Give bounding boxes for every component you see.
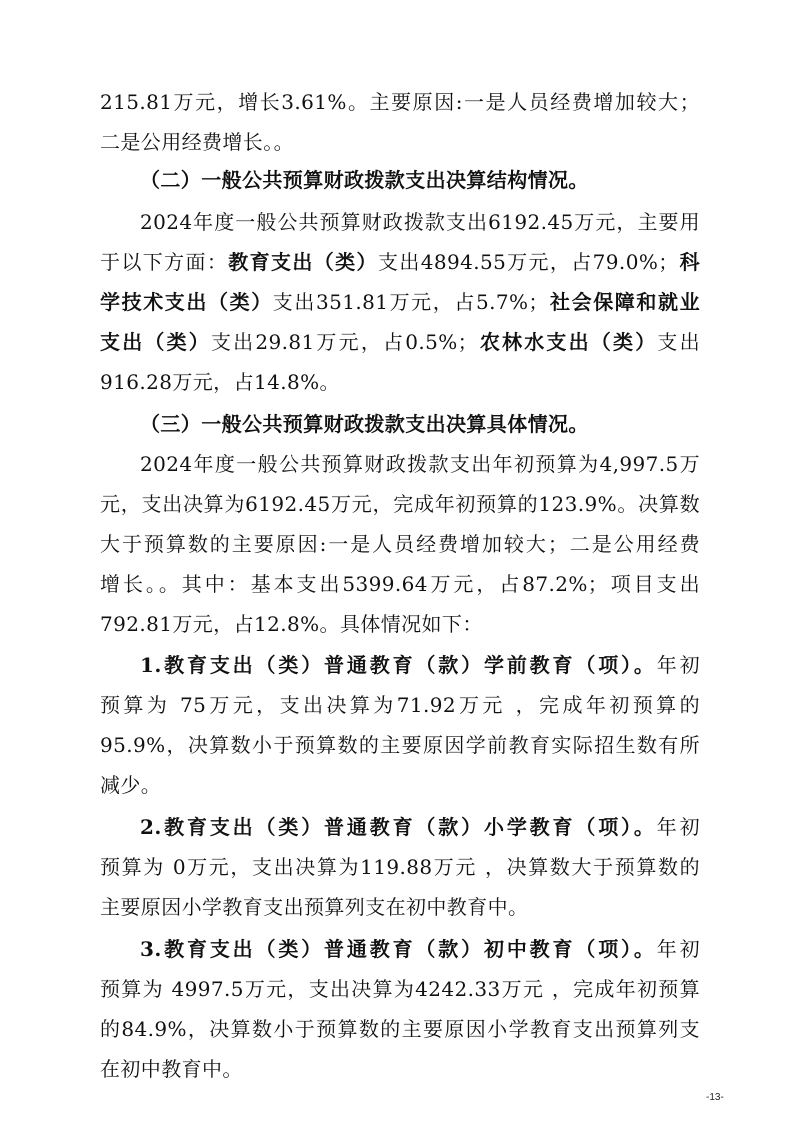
- text-run: 年初: [656, 937, 700, 961]
- text-line: [100, 248, 700, 276]
- text-line: [100, 610, 700, 638]
- text-run: 2024年度一般公共预算财政拨款支出6192.45万元，主要用: [140, 210, 700, 234]
- text-line: [100, 450, 700, 478]
- text-line: [100, 410, 700, 438]
- bold-text-run: 社会保障和就业: [548, 290, 700, 314]
- text-line: [100, 893, 700, 921]
- text-line: [100, 975, 700, 1003]
- text-run: 2024年度一般公共预算财政拨款支出年初预算为4,997.5万: [140, 452, 700, 476]
- text-run: 支出4894.55万元，占79.0%；: [377, 250, 679, 274]
- text-line: [100, 288, 700, 316]
- bold-text-run: （三）一般公共预算财政拨款支出决算具体情况。: [140, 412, 589, 436]
- text-run: 预算为 0万元，支出决算为119.88万元 ，决算数大于预算数的: [100, 855, 700, 879]
- bold-text-run: （二）一般公共预算财政拨款支出决算结构情况。: [140, 168, 589, 192]
- text-run: 在初中教育中。: [100, 1057, 243, 1081]
- text-line: [100, 368, 700, 396]
- bold-text-run: 农林水支出（类）: [478, 330, 658, 354]
- text-run: 支出29.81万元，占0.5%；: [210, 330, 479, 354]
- text-run: 95.9%，决算数小于预算数的主要原因学前教育实际招生数有所: [100, 733, 700, 757]
- bold-text-run: 1.教育支出（类）普通教育（款）学前教育（项）。: [140, 653, 657, 677]
- bold-text-run: 科: [678, 250, 701, 274]
- text-run: 元，支出决算为6192.45万元，完成年初预算的123.9%。决算数: [100, 492, 700, 516]
- text-run: 减少。: [100, 773, 162, 797]
- text-run: 于以下方面：: [100, 250, 229, 274]
- text-line: [100, 771, 700, 799]
- text-run: 增长。。其中：基本支出5399.64万元，占87.2%；项目支出: [100, 572, 700, 596]
- text-line: [100, 166, 700, 194]
- text-run: 大于预算数的主要原因:一是人员经费增加较大；二是公用经费: [100, 532, 700, 556]
- text-run: 年初: [656, 653, 700, 677]
- text-run: 792.81万元，占12.8%。具体情况如下：: [100, 612, 483, 636]
- bold-text-run: 学技术支出（类）: [100, 290, 273, 314]
- text-line: [100, 328, 700, 356]
- text-run: 预算为 4997.5万元，支出决算为4242.33万元 ，完成年初预算: [100, 977, 700, 1001]
- text-line: [100, 731, 700, 759]
- text-line: [100, 813, 700, 841]
- bold-text-run: 2.教育支出（类）普通教育（款）小学教育（项）。: [140, 815, 657, 839]
- text-run: 预算为 75万元，支出决算为71.92万元 ，完成年初预算的: [100, 693, 700, 717]
- text-run: 的84.9%，决算数小于预算数的主要原因小学教育支出预算列支: [100, 1017, 700, 1041]
- text-run: 主要原因小学教育支出预算列支在初中教育中。: [100, 895, 529, 919]
- text-line: [100, 128, 700, 156]
- text-line: [100, 530, 700, 558]
- bold-text-run: 3.教育支出（类）普通教育（款）初中教育（项）。: [140, 937, 657, 961]
- text-line: [100, 1055, 700, 1083]
- text-line: [100, 208, 700, 236]
- text-run: 年初: [656, 815, 700, 839]
- text-line: [100, 853, 700, 881]
- text-run: 支出: [657, 330, 701, 354]
- text-run: 215.81万元，增长3.61%。主要原因:一是人员经费增加较大；: [100, 90, 700, 114]
- page-number: -13-: [706, 1092, 724, 1103]
- bold-text-run: 教育支出（类）: [228, 250, 378, 274]
- text-run: 支出351.81万元，占5.7%；: [272, 290, 549, 314]
- text-line: [100, 1015, 700, 1043]
- text-run: 二是公用经费增长。。: [100, 130, 294, 154]
- text-line: [100, 570, 700, 598]
- text-line: [100, 490, 700, 518]
- bold-text-run: 支出（类）: [100, 330, 211, 354]
- text-line: [100, 651, 700, 679]
- text-line: [100, 935, 700, 963]
- text-line: [100, 88, 700, 116]
- text-run: 916.28万元，占14.8%。: [100, 370, 340, 394]
- text-line: [100, 691, 700, 719]
